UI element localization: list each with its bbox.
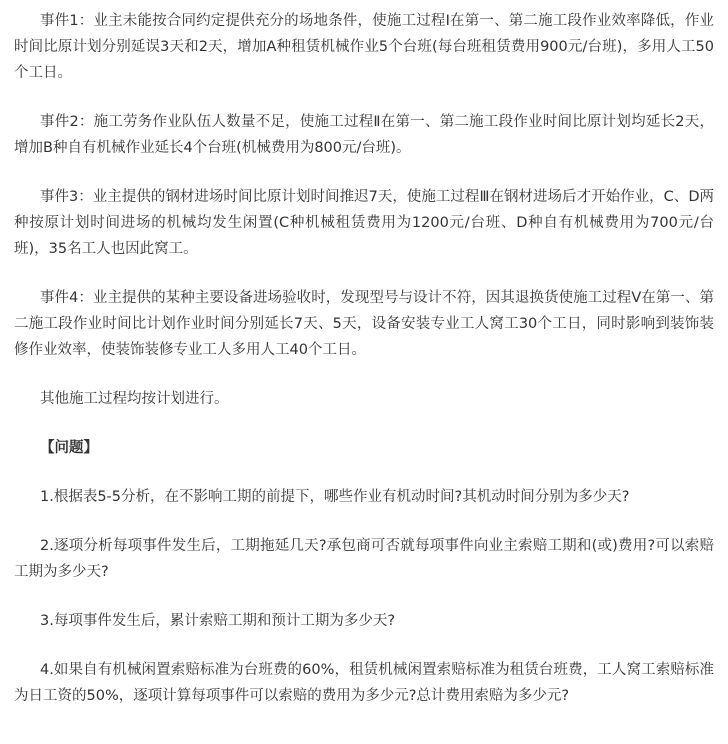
- event-4-paragraph: 事件4：业主提供的某种主要设备进场验收时，发现型号与设计不符，因其退换货使施工过程Ⅴ在第一、第二施工段作业时间比计划作业时间分别延长7天、5天，设备安装专业工人窝工30个工日，同时影响到装饰装修作业效率，使装饰装修专业工人多用人工40个工日。: [14, 290, 714, 358]
- event-2-paragraph: 事件2：施工劳务作业队伍人数量不足，使施工过程Ⅱ在第一、第二施工段作业时间比原计划均延长2天，增加B种自有机械作业延长4个台班(机械费用为800元/台班)。: [14, 114, 714, 156]
- question-2: 2.逐项分析每项事件发生后，工期拖延几天?承包商可否就每项事件向业主索赔工期和(或)费用?可以索赔工期为多少天?: [14, 538, 714, 580]
- question-4: 4.如果自有机械闲置索赔标准为台班费的60%，租赁机械闲置索赔标准为租赁台班费，工人窝工索赔标准为日工资的50%，逐项计算每项事件可以索赔的费用为多少元?总计费用索赔为多少元?: [14, 662, 714, 704]
- event-1-paragraph: 事件1：业主未能按合同约定提供充分的场地条件，使施工过程Ⅰ在第一、第二施工段作业效率降低，作业时间比原计划分别延误3天和2天，增加A种租赁机械作业5个台班(每台班租赁费用900元/台班)，多用人工50个工日。: [14, 13, 714, 81]
- question-3: 3.每项事件发生后，累计索赔工期和预计工期为多少天?: [40, 613, 396, 629]
- question-1: 1.根据表5-5分析，在不影响工期的前提下，哪些作业有机动时间?其机动时间分别为多少天?: [40, 489, 630, 505]
- other-processes-paragraph: 其他施工过程均按计划进行。: [40, 391, 229, 407]
- questions-heading: 【问题】: [40, 440, 98, 456]
- event-3-paragraph: 事件3：业主提供的钢材进场时间比原计划时间推迟7天，使施工过程Ⅲ在钢材进场后才开始作业，C、D两种按原计划时间进场的机械均发生闲置(C种机械租赁费用为1200元/台班、D种自有机械费用为700元/台班)，35名工人也因此窝工。: [14, 189, 714, 257]
